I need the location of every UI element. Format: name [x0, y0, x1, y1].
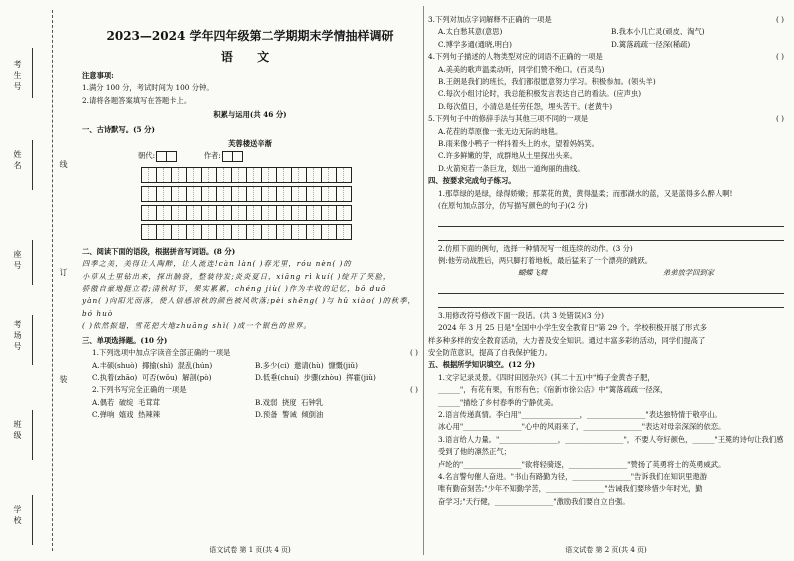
q3-3-options [428, 26, 784, 51]
q3-4-stem: 4.下列句子描述的人物类型对应的词语不正确的一项是 ( ) [428, 51, 784, 63]
binding-underline[interactable] [32, 495, 33, 545]
grid-cell[interactable] [186, 205, 202, 221]
q4-1-instruction: (在原句加点部分，仿写描写颜色的句子)(2 分) [438, 201, 588, 211]
grid-cell[interactable] [291, 167, 307, 183]
note-line: 2.请将各题答案填写在答题卡上。 [82, 95, 192, 105]
option[interactable]: A.花茬的草原像一张无边无际的地毯。 [438, 126, 563, 136]
option[interactable]: B.雨来像小鸭子一样抖着头上的水，望着妈妈笑。 [438, 139, 599, 149]
binding-underline[interactable] [32, 315, 33, 365]
page-2-footer: 语文试卷 第 2 页(共 4 页) [565, 546, 647, 554]
q5-line[interactable]: 唯有勤奋刻苦;"少年不知勤学苦，________________"告诫我们要珍惜少年时光，勤 [438, 484, 703, 494]
grid-cell[interactable] [261, 205, 277, 221]
grid-cell[interactable] [321, 205, 337, 221]
page-1 [82, 8, 418, 422]
grid-cell[interactable] [306, 224, 322, 240]
grid-cell[interactable] [216, 224, 232, 240]
grid-cell[interactable] [276, 167, 292, 183]
q5-line[interactable]: 4.名言警句催人奋进。"书山有路勤为径，________________"告诉我们在知识里遨游 [438, 472, 708, 481]
seal-char: 装 [59, 375, 68, 383]
grid-cell[interactable] [216, 186, 232, 202]
q2-heading: 二、阅读下面的语段，根据拼音写词语。(8 分) [82, 246, 236, 256]
option-row[interactable]: D.预备 警诫 倾倒油 [255, 410, 324, 420]
grid-cell[interactable] [246, 167, 262, 183]
grid-cell[interactable] [336, 167, 352, 183]
page-2 [428, 8, 784, 508]
binding-field-name: 姓名 [13, 150, 22, 172]
q5-line[interactable]: 卢纶的"________________"欲将轻骑逐，________________"赞扬了英勇将士的英勇威武。 [438, 459, 726, 469]
q4-heading: 四、按要求完成句子练习。 [428, 176, 516, 186]
grid-row[interactable] [142, 205, 418, 221]
q3-5-stem: 5.下列句子中的修辞手法与其他三项不同的一项是 ( ) [428, 113, 784, 125]
grid-cell[interactable] [336, 224, 352, 240]
grid-cell[interactable] [291, 224, 307, 240]
option[interactable]: C.博学多通(通晓,明白) [438, 39, 513, 49]
q3-2-options [82, 397, 418, 422]
option[interactable]: A.美美的歌声温柔动听，同学们赞不绝口。(百灵鸟) [438, 64, 605, 74]
q4-3-passage[interactable]: 样多种多样的安全教育活动，大力普及安全知识。通过丰富多彩的活动，同学们提高了 [428, 335, 706, 345]
q3-1-options [82, 360, 418, 385]
q2-passage-line: 骄傲自豪地挺立着;清秋时节，果实累累，chéng jiù( )作为丰收的记忆，bō duō [82, 284, 387, 294]
grid-cell[interactable] [141, 205, 157, 221]
answer-line[interactable] [438, 282, 784, 294]
answer-line[interactable] [438, 215, 784, 227]
grid-cell[interactable] [261, 186, 277, 202]
grid-cell[interactable] [246, 224, 262, 240]
exam-title: 2023—2024 学年四年级第二学期期末学情抽样调研 [106, 29, 394, 43]
answer-line[interactable] [438, 229, 784, 241]
seal-char: 线 [59, 160, 68, 168]
q5-line[interactable]: ______"描绘了乡村春季的宁静优美。 [438, 397, 559, 407]
option-row[interactable]: C.弹响 嬉戏 热辣辣 [92, 410, 161, 420]
grid-cell[interactable] [171, 167, 187, 183]
grid-cell[interactable] [201, 167, 217, 183]
grid-cell[interactable] [186, 224, 202, 240]
q5-line[interactable]: ______"，有花有果，有形有色；《宿新市徐公店》中"篱落疏疏一径深， [438, 385, 668, 395]
grid-cell[interactable] [231, 167, 247, 183]
notes-title: 注意事项: [82, 71, 114, 80]
grid-cell[interactable] [276, 205, 292, 221]
option[interactable]: C.每次小组讨论时，我总能积极发言表达自己的看法。(应声虫) [438, 89, 642, 99]
binding-field-room: 考场号 [13, 320, 22, 353]
q1-heading: 一、古诗默写。(5 分) [82, 124, 155, 134]
grid-cell[interactable] [321, 167, 337, 183]
answer-paren[interactable]: ( ) [775, 114, 784, 124]
option-row[interactable]: A.丰硕(shuò) 揶揄(shì) 混乱(hún) [92, 360, 213, 370]
grid-cell[interactable] [306, 186, 322, 202]
answer-paren[interactable]: ( ) [409, 385, 418, 395]
q5-line[interactable]: 1.文字记录灵景。《四时田园杂兴》(其二十五)中"梅子金黄杏子肥， [438, 372, 655, 382]
grid-cell[interactable] [171, 224, 187, 240]
grid-cell[interactable] [276, 186, 292, 202]
q2-passage-line: 小草从土里钻出来，探出脑袋，整装待发;炎炎夏日，xiāng rì kuí( )绽开了笑脸， [82, 271, 392, 281]
grid-cell[interactable] [186, 167, 202, 183]
grid-cell[interactable] [231, 205, 247, 221]
option[interactable]: C.许多鲜嫩的芽，成群地从土里探出头来。 [438, 151, 577, 161]
poem-meta-row [82, 150, 418, 162]
grid-cell[interactable] [321, 224, 337, 240]
q5-line[interactable]: 3.语言给人力量。"________________，________________"，不要人夸好颜色，______"王冕的诗句让我们感受到了他的凛然正气； [438, 434, 784, 457]
grid-cell[interactable] [336, 205, 352, 221]
grid-cell[interactable] [141, 167, 157, 183]
grid-cell[interactable] [261, 224, 277, 240]
q4-3-text: 3.用修改符号修改下面一段话。(共 3 处错误)(3 分) [438, 310, 604, 320]
binding-field-seat: 座号 [13, 250, 22, 272]
option-row[interactable]: C.执着(zhāo) 可否(wǒu) 解剖(pò) [92, 372, 212, 382]
q3-3-stem: 3.下列对加点字词解释不正确的一项是 ( ) [428, 14, 784, 26]
binding-underline[interactable] [32, 140, 33, 190]
binding-field-class: 班级 [13, 420, 22, 442]
note-line: 1.满分 100 分，考试时间为 100 分钟。 [82, 83, 214, 93]
q2-passage-line: yàn( )向阳光而落，使人倍感凉秋的颜色被风吹落;pèi shēng( )与 hǔ xiào( )的秋季，bó huò [82, 296, 416, 318]
grid-cell[interactable] [336, 186, 352, 202]
grid-cell[interactable] [156, 167, 172, 183]
option[interactable]: B.我本小几亡灵(顽皮、淘气) [611, 27, 705, 37]
grid-cell[interactable] [246, 205, 262, 221]
grid-cell[interactable] [216, 167, 232, 183]
q2-passage-line: ( )依然振翅，雪花把大地zhuāng shì( )成一个银色的世界。 [82, 321, 312, 331]
binding-underline[interactable] [32, 48, 33, 98]
choice[interactable]: 弟弟放学回到家 [662, 268, 714, 278]
author-label: 作者: [203, 151, 221, 161]
cut-line [52, 10, 53, 551]
binding-field-school: 学校 [13, 505, 22, 527]
q4-1-text: 1.那草绿的是绿，绿得娇嫩；那菜花的黄，黄得温柔；而那湖水的蓝，又是蓝得多么醉人啊! [438, 188, 733, 198]
option[interactable]: D.每次值日，小清总是任劳任怨，埋头苦干。(老黄牛) [438, 101, 613, 111]
grid-cell[interactable] [291, 186, 307, 202]
grid-cell[interactable] [321, 186, 337, 202]
grid-cell[interactable] [156, 224, 172, 240]
author-boxes[interactable] [223, 151, 243, 162]
choice[interactable]: 蝴蝶飞舞 [518, 268, 548, 278]
answer-paren[interactable]: ( ) [409, 348, 418, 358]
grid-row[interactable] [142, 167, 418, 183]
grid-cell[interactable] [201, 205, 217, 221]
grid-row[interactable] [142, 186, 418, 202]
grid-cell[interactable] [156, 186, 172, 202]
grid-cell[interactable] [141, 224, 157, 240]
grid-cell[interactable] [306, 205, 322, 221]
q2-passage-line: 四季之美，美得让人陶醉，让人流连!càn làn( )春光里，róu nèn( )的 [82, 259, 352, 269]
era-boxes[interactable] [157, 151, 177, 162]
q3-heading: 三、单项选择题。(10 分) [82, 335, 168, 345]
grid-cell[interactable] [231, 186, 247, 202]
binding-field-candidate-no: 考生号 [13, 60, 22, 93]
q4-2-text: 2.仿照下面的例句，选择一种情况写一组连续的动作。(3 分) [438, 243, 633, 253]
seal-char: 订 [59, 268, 68, 276]
grid-cell[interactable] [216, 205, 232, 221]
option[interactable]: D.篱落疏疏一径深(稀疏) [611, 39, 691, 49]
option-row[interactable]: D.低垂(chuí) 步骤(zhòu) 挥霍(jiǔ) [255, 372, 376, 382]
binding-underline[interactable] [32, 410, 33, 460]
q3-1-stem: 1.下列选项中加点字读音全部正确的一项是 ( ) [82, 347, 418, 359]
grid-cell[interactable] [171, 186, 187, 202]
poem-title: 芙蓉楼送辛渐 [228, 139, 272, 149]
section-title: 积累与运用(共 46 分) [213, 110, 287, 120]
grid-cell[interactable] [276, 224, 292, 240]
q5-line[interactable]: 冰心用"________________"心中的风雨来了，________________"表达对母亲深深的依恋。 [438, 422, 726, 432]
q4-2-example: 例:他劳动战胜后，两只脚打着地板，最后猛来了一个漂亮的跳跃。 [438, 255, 653, 265]
option-row[interactable]: B.戏弱 挠度 石钟乳 [255, 397, 324, 407]
grid-cell[interactable] [306, 167, 322, 183]
era-label: 朝代: [138, 151, 156, 161]
page-1-footer: 语文试卷 第 1 页(共 4 页) [209, 546, 291, 554]
binding-underline[interactable] [32, 240, 33, 285]
option[interactable]: B.王朗是我们的班长，我们都很愿意努力学习。积极参加。(领头羊) [438, 77, 656, 87]
grid-cell[interactable] [186, 186, 202, 202]
grid-row[interactable] [142, 224, 418, 240]
q5-line[interactable]: 奋学习;"天行健，________________"激励我们要自立自强。 [438, 496, 630, 506]
grid-cell[interactable] [231, 224, 247, 240]
exam-subject: 语 文 [220, 50, 280, 64]
grid-cell[interactable] [171, 205, 187, 221]
binding-strip [0, 0, 78, 561]
answer-paren[interactable]: ( ) [775, 15, 784, 24]
grid-cell[interactable] [261, 167, 277, 183]
grid-cell[interactable] [156, 205, 172, 221]
option-row[interactable]: B.多少(ci) 邀请(hù) 慷慨(jiǔ) [255, 360, 358, 370]
answer-paren[interactable]: ( ) [775, 52, 784, 62]
grid-cell[interactable] [246, 186, 262, 202]
grid-cell[interactable] [291, 205, 307, 221]
option[interactable]: D.火箭宛若一条巨龙，划出一道绚丽的曲线。 [438, 163, 585, 173]
q5-heading: 五、根据所学知识填空。(12 分) [428, 360, 536, 370]
grid-cell[interactable] [201, 186, 217, 202]
option[interactable]: A.太白愁其意(意思) [438, 27, 503, 37]
option-row[interactable]: A.偶若 破绽 毛茸茸 [92, 397, 160, 407]
q3-2-stem: 2.下列书写完全正确的一项是 ( ) [82, 384, 418, 396]
grid-cell[interactable] [201, 224, 217, 240]
poem-writing-grid[interactable] [82, 167, 418, 240]
q4-2-options [428, 267, 784, 279]
grid-cell[interactable] [141, 186, 157, 202]
q4-3-passage[interactable]: 安全防范意识，提高了自我保护能力。 [428, 347, 553, 357]
q4-3-passage[interactable]: 2024 年 3 月 25 日是"全国中小学生安全教育日"第 29 个。学校积极开展了形式多 [438, 323, 708, 333]
answer-line[interactable] [438, 296, 784, 308]
page-divider [423, 6, 424, 555]
q5-line[interactable]: 2.语言传递真情。李白用"________________，________________"表达独特情于敬亭山。 [438, 409, 722, 419]
